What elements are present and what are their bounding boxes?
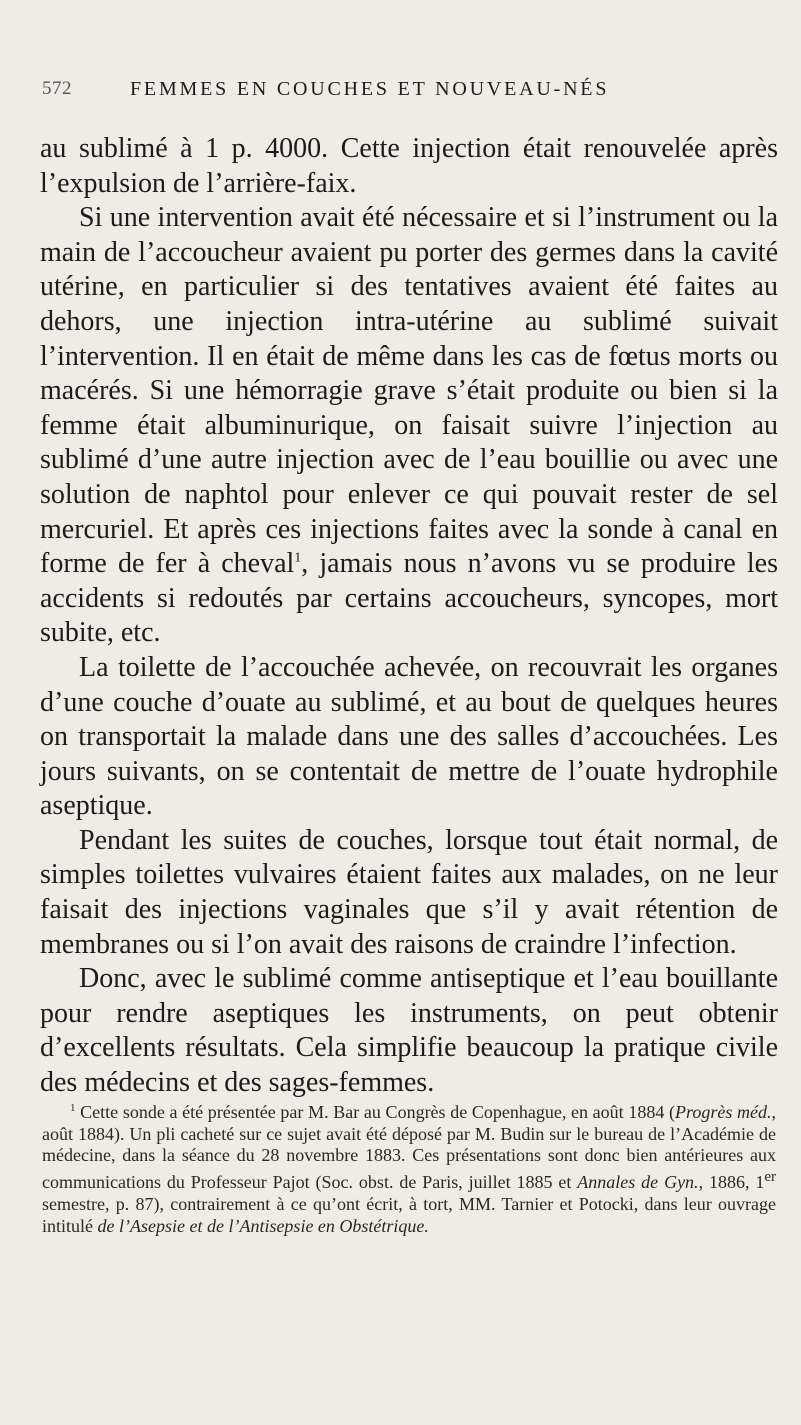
paragraph-2-text-start: Si une intervention avait été nécessaire et si l’instrument ou la main de l’accoucheur avaient pu porter des germes dans la cavité utérine, en particulier si des tentatives avaient été faites au dehors, une injection intra-utérine au sublimé suivait l’intervention. Il en était de même dans les cas de fœtus morts ou macérés. Si une hémorragie grave s’était produite ou bien si la femme était albuminurique, on faisait suivre l’injection au sublimé d’une autre injection avec de l’eau bouillie ou avec une solution de naphtol pour enlever ce qui pouvait rester de sel mercuriel. Et après ces injections faites avec la sonde à canal en forme de fer à cheval bbox=[40, 202, 778, 580]
paragraph-2 bbox=[40, 201, 778, 651]
paragraph-4: Pendant les suites de couches, lorsque tout était normal, de simples toilettes vulvaires étaient faites aux malades, on ne leur faisait des injections vaginales que s’il y avait rétention de membranes ou si l’on avait des raisons de craindre l’infection. bbox=[40, 824, 778, 960]
footnote-book-title: de l’Asepsie et de l’Antisepsie en Obstétrique. bbox=[97, 1215, 429, 1236]
footnote-text-3: , 1886, 1 bbox=[698, 1172, 765, 1193]
paragraph-3: La toilette de l’accouchée achevée, on recouvrait les organes d’une couche d’ouate au sublimé, et au bout de quelques heures on transportait la malade dans une des salles d’accouchées. Les jours suivants, on se contentait de mettre de l’ouate hydrophile aseptique. bbox=[40, 651, 778, 822]
paragraph-2-text-end: , jamais nous n’avons vu se produire les accidents si redoutés par certains accoucheurs, syncopes, mort subite, etc. bbox=[40, 548, 778, 649]
paragraph-1: au sublimé à 1 p. 4000. Cette injection était renouvelée après l’expulsion de l’arrière-faix. bbox=[40, 133, 778, 199]
footnote-text-4: semestre, p. 87), contrairement à ce qu’ont écrit, à tort, MM. Tarnier et Potocki, dans leur ouvrage intitulé bbox=[42, 1193, 776, 1236]
footnote bbox=[42, 1098, 776, 1237]
footnote-mark: 1 bbox=[70, 1102, 76, 1114]
footnote-citation-2: Annales de Gyn. bbox=[577, 1172, 699, 1193]
main-text bbox=[40, 132, 778, 1101]
running-header bbox=[42, 78, 762, 108]
paragraph-5: Donc, avec le sublimé comme antiseptique et l’eau bouillante pour rendre aseptiques les instruments, on peut obtenir d’excellents résultats. Cela simplifie beaucoup la pratique civile des médecins et des sages-femmes. bbox=[40, 963, 778, 1099]
footnote-reference: 1 bbox=[294, 550, 302, 566]
footnote-citation-1: Progrès méd. bbox=[675, 1102, 772, 1122]
footnote-text-2: , août 1884). Un pli cacheté sur ce sujet avait été déposé par M. Budin sur le bureau de l’Académie de médecine, dans la séance du 28 novembre 1883. Ces présentations sont donc bien antérieures aux communications du Professeur Pajot (Soc. obst. de Paris, juillet 1885 et bbox=[42, 1102, 776, 1193]
footnote-text bbox=[42, 1098, 776, 1237]
running-title: FEMMES EN COUCHES ET NOUVEAU-NÉS bbox=[130, 78, 610, 100]
footnote-text-1: Cette sonde a été présentée par M. Bar au Congrès de Copenhague, en août 1884 ( bbox=[80, 1102, 675, 1122]
footnote-superscript: er bbox=[764, 1169, 777, 1186]
page-number: 572 bbox=[42, 78, 72, 99]
